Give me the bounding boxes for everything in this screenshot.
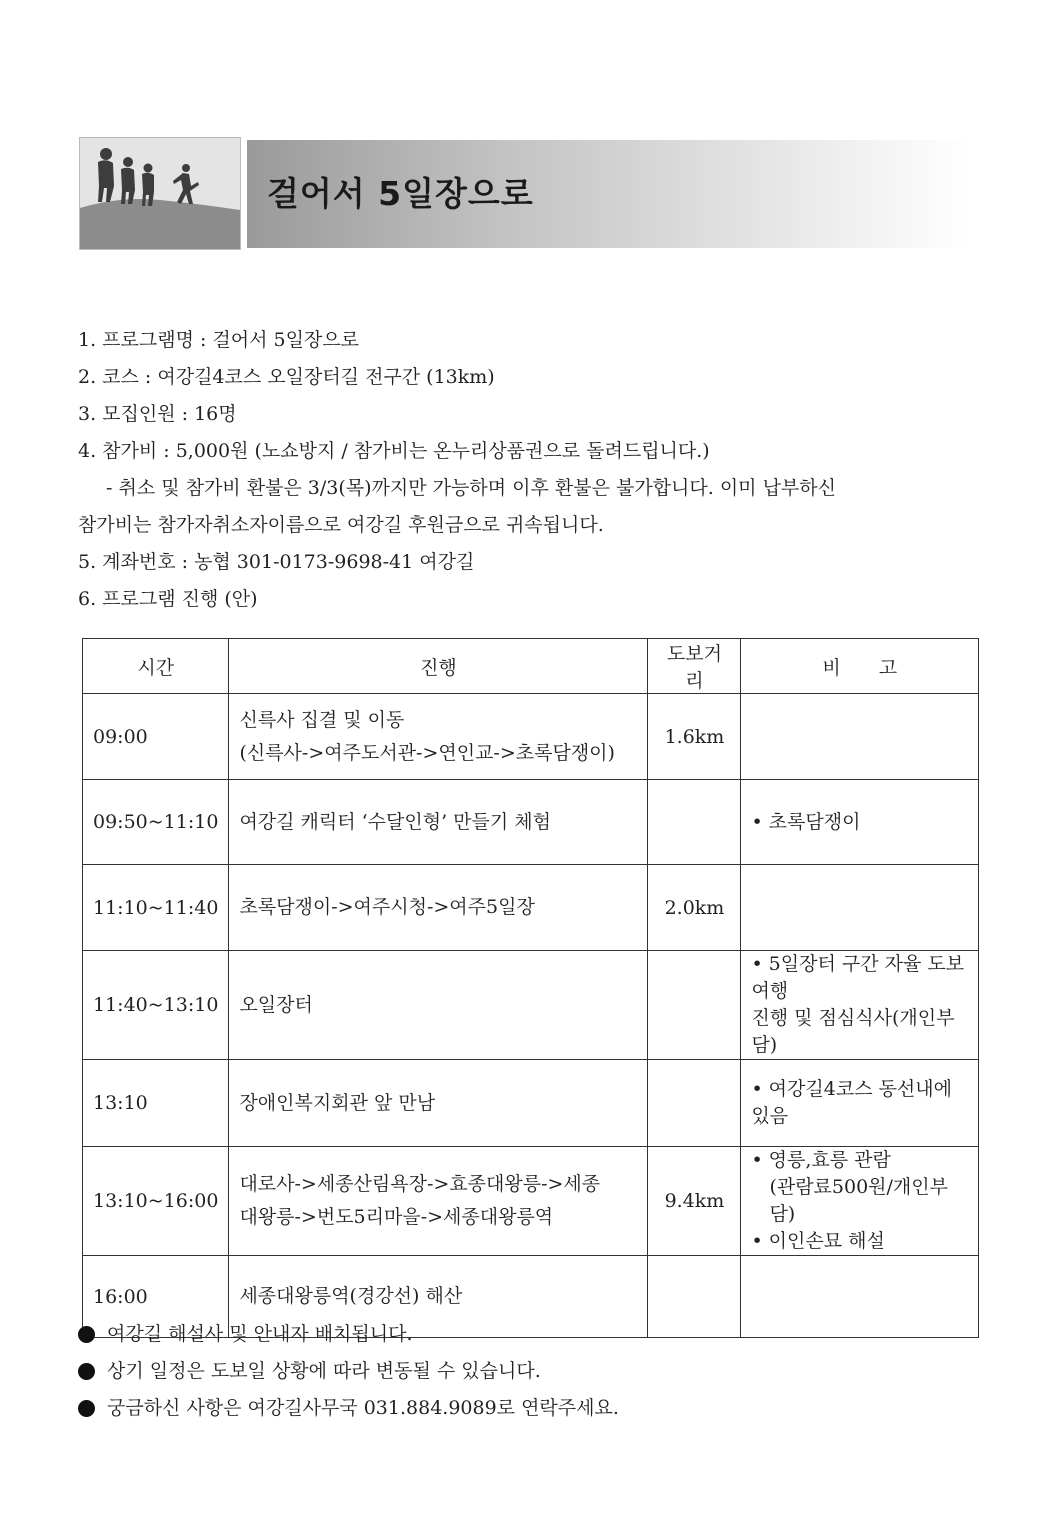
- row-program: [229, 1147, 648, 1256]
- row-program: [229, 951, 648, 1060]
- program-line: 신륵사 집결 및 이동: [239, 708, 405, 731]
- row-time: 16:00: [83, 1256, 229, 1338]
- schedule-table: [82, 638, 979, 1338]
- row-time: 11:40~13:10: [83, 951, 229, 1060]
- table-row: [83, 1060, 979, 1147]
- row-remarks: [741, 865, 979, 951]
- table-row: [83, 694, 979, 780]
- notice-list: [78, 1316, 619, 1427]
- row-time: 13:10~16:00: [83, 1147, 229, 1256]
- info-fee: 4. 참가비 : 5,000원 (노쇼방지 / 참가비는 온누리상품권으로 돌려드립니다.): [78, 440, 710, 462]
- remark-line: • 초록담쟁이: [751, 810, 861, 833]
- row-distance: 1.6km: [648, 694, 741, 780]
- notice-text: 궁금하신 사항은 여강길사무국 031.884.9089로 연락주세요.: [107, 1397, 619, 1419]
- program-info: [78, 322, 978, 618]
- row-program: [229, 1060, 648, 1147]
- remark-line: • 여강길4코스 동선내에 있음: [751, 1078, 952, 1127]
- info-capacity: 3. 모집인원 : 16명: [78, 403, 237, 425]
- bullet-icon: [78, 1400, 95, 1417]
- program-line: 세종대왕릉역(경강선) 해산: [239, 1285, 463, 1307]
- notice-text: 상기 일정은 도보일 상황에 따라 변동될 수 있습니다.: [107, 1360, 541, 1382]
- row-remarks: [741, 1147, 979, 1256]
- row-distance: 9.4km: [648, 1147, 741, 1256]
- remark-line: • 5일장터 구간 자율 도보여행: [751, 953, 965, 1002]
- list-item: [78, 1316, 619, 1353]
- table-row: [83, 780, 979, 865]
- header-banner: [79, 137, 969, 250]
- notice-text: 여강길 해설사 및 안내자 배치됩니다.: [107, 1323, 413, 1345]
- row-distance: [648, 951, 741, 1060]
- list-item: [78, 1390, 619, 1427]
- remark-line: • 이인손묘 해설: [751, 1230, 885, 1252]
- row-time: 11:10~11:40: [83, 865, 229, 951]
- row-time: 13:10: [83, 1060, 229, 1147]
- remark-line: (관람료500원/개인부담): [769, 1176, 948, 1225]
- program-line: 대로사->세종산림욕장->효종대왕릉->세종: [239, 1173, 601, 1195]
- row-time: 09:50~11:10: [83, 780, 229, 865]
- row-program: [229, 694, 648, 780]
- header-remarks: 비 고: [741, 639, 979, 694]
- remark-line: • 영릉,효릉 관람: [751, 1149, 891, 1171]
- program-line: 장애인복지회관 앞 만남: [239, 1091, 436, 1114]
- bullet-icon: [78, 1326, 95, 1343]
- table-row: [83, 951, 979, 1060]
- program-line: 여강길 캐릭터 ‘수달인형’ 만들기 체험: [239, 810, 551, 833]
- table-row: [83, 1147, 979, 1256]
- row-remarks: [741, 951, 979, 1060]
- row-distance: [648, 1256, 741, 1338]
- row-program: [229, 780, 648, 865]
- title-band: [247, 140, 969, 248]
- program-line: 초록담쟁이->여주시청->여주5일장: [239, 896, 535, 918]
- table-header-row: [83, 639, 979, 694]
- walkers-logo-icon: [79, 137, 241, 250]
- info-refund-note: - 취소 및 참가비 환불은 3/3(목)까지만 가능하며 이후 환불은 불가합니다. 이미 납부하신: [106, 477, 836, 499]
- page-title: 걸어서 5일장으로: [267, 174, 534, 213]
- info-account: 5. 계좌번호 : 농협 301-0173-9698-41 여강길: [78, 551, 475, 573]
- row-remarks: [741, 780, 979, 865]
- info-refund-note-cont: 참가비는 참가자취소자이름으로 여강길 후원금으로 귀속됩니다.: [78, 514, 604, 536]
- remark-line: 진행 및 점심식사(개인부담): [751, 1007, 955, 1056]
- header-distance: 도보거리: [648, 639, 741, 694]
- row-remarks: [741, 694, 979, 780]
- bullet-icon: [78, 1363, 95, 1380]
- header-time: 시간: [83, 639, 229, 694]
- table-row: [83, 865, 979, 951]
- info-course: 2. 코스 : 여강길4코스 오일장터길 전구간 (13km): [78, 366, 495, 388]
- row-time: 09:00: [83, 694, 229, 780]
- row-distance: [648, 780, 741, 865]
- list-item: [78, 1353, 619, 1390]
- program-line: 오일장터: [239, 993, 313, 1016]
- program-line: (신륵사->여주도서관->연인교->초록담쟁이): [239, 741, 615, 764]
- row-distance: 2.0km: [648, 865, 741, 951]
- info-schedule-heading: 6. 프로그램 진행 (안): [78, 588, 258, 610]
- row-remarks: [741, 1256, 979, 1338]
- info-program-name: 1. 프로그램명 : 걸어서 5일장으로: [78, 329, 360, 351]
- row-distance: [648, 1060, 741, 1147]
- program-line: 대왕릉->번도5리마을->세종대왕릉역: [239, 1206, 554, 1228]
- header-program: 진행: [229, 639, 648, 694]
- row-program: [229, 865, 648, 951]
- row-remarks: [741, 1060, 979, 1147]
